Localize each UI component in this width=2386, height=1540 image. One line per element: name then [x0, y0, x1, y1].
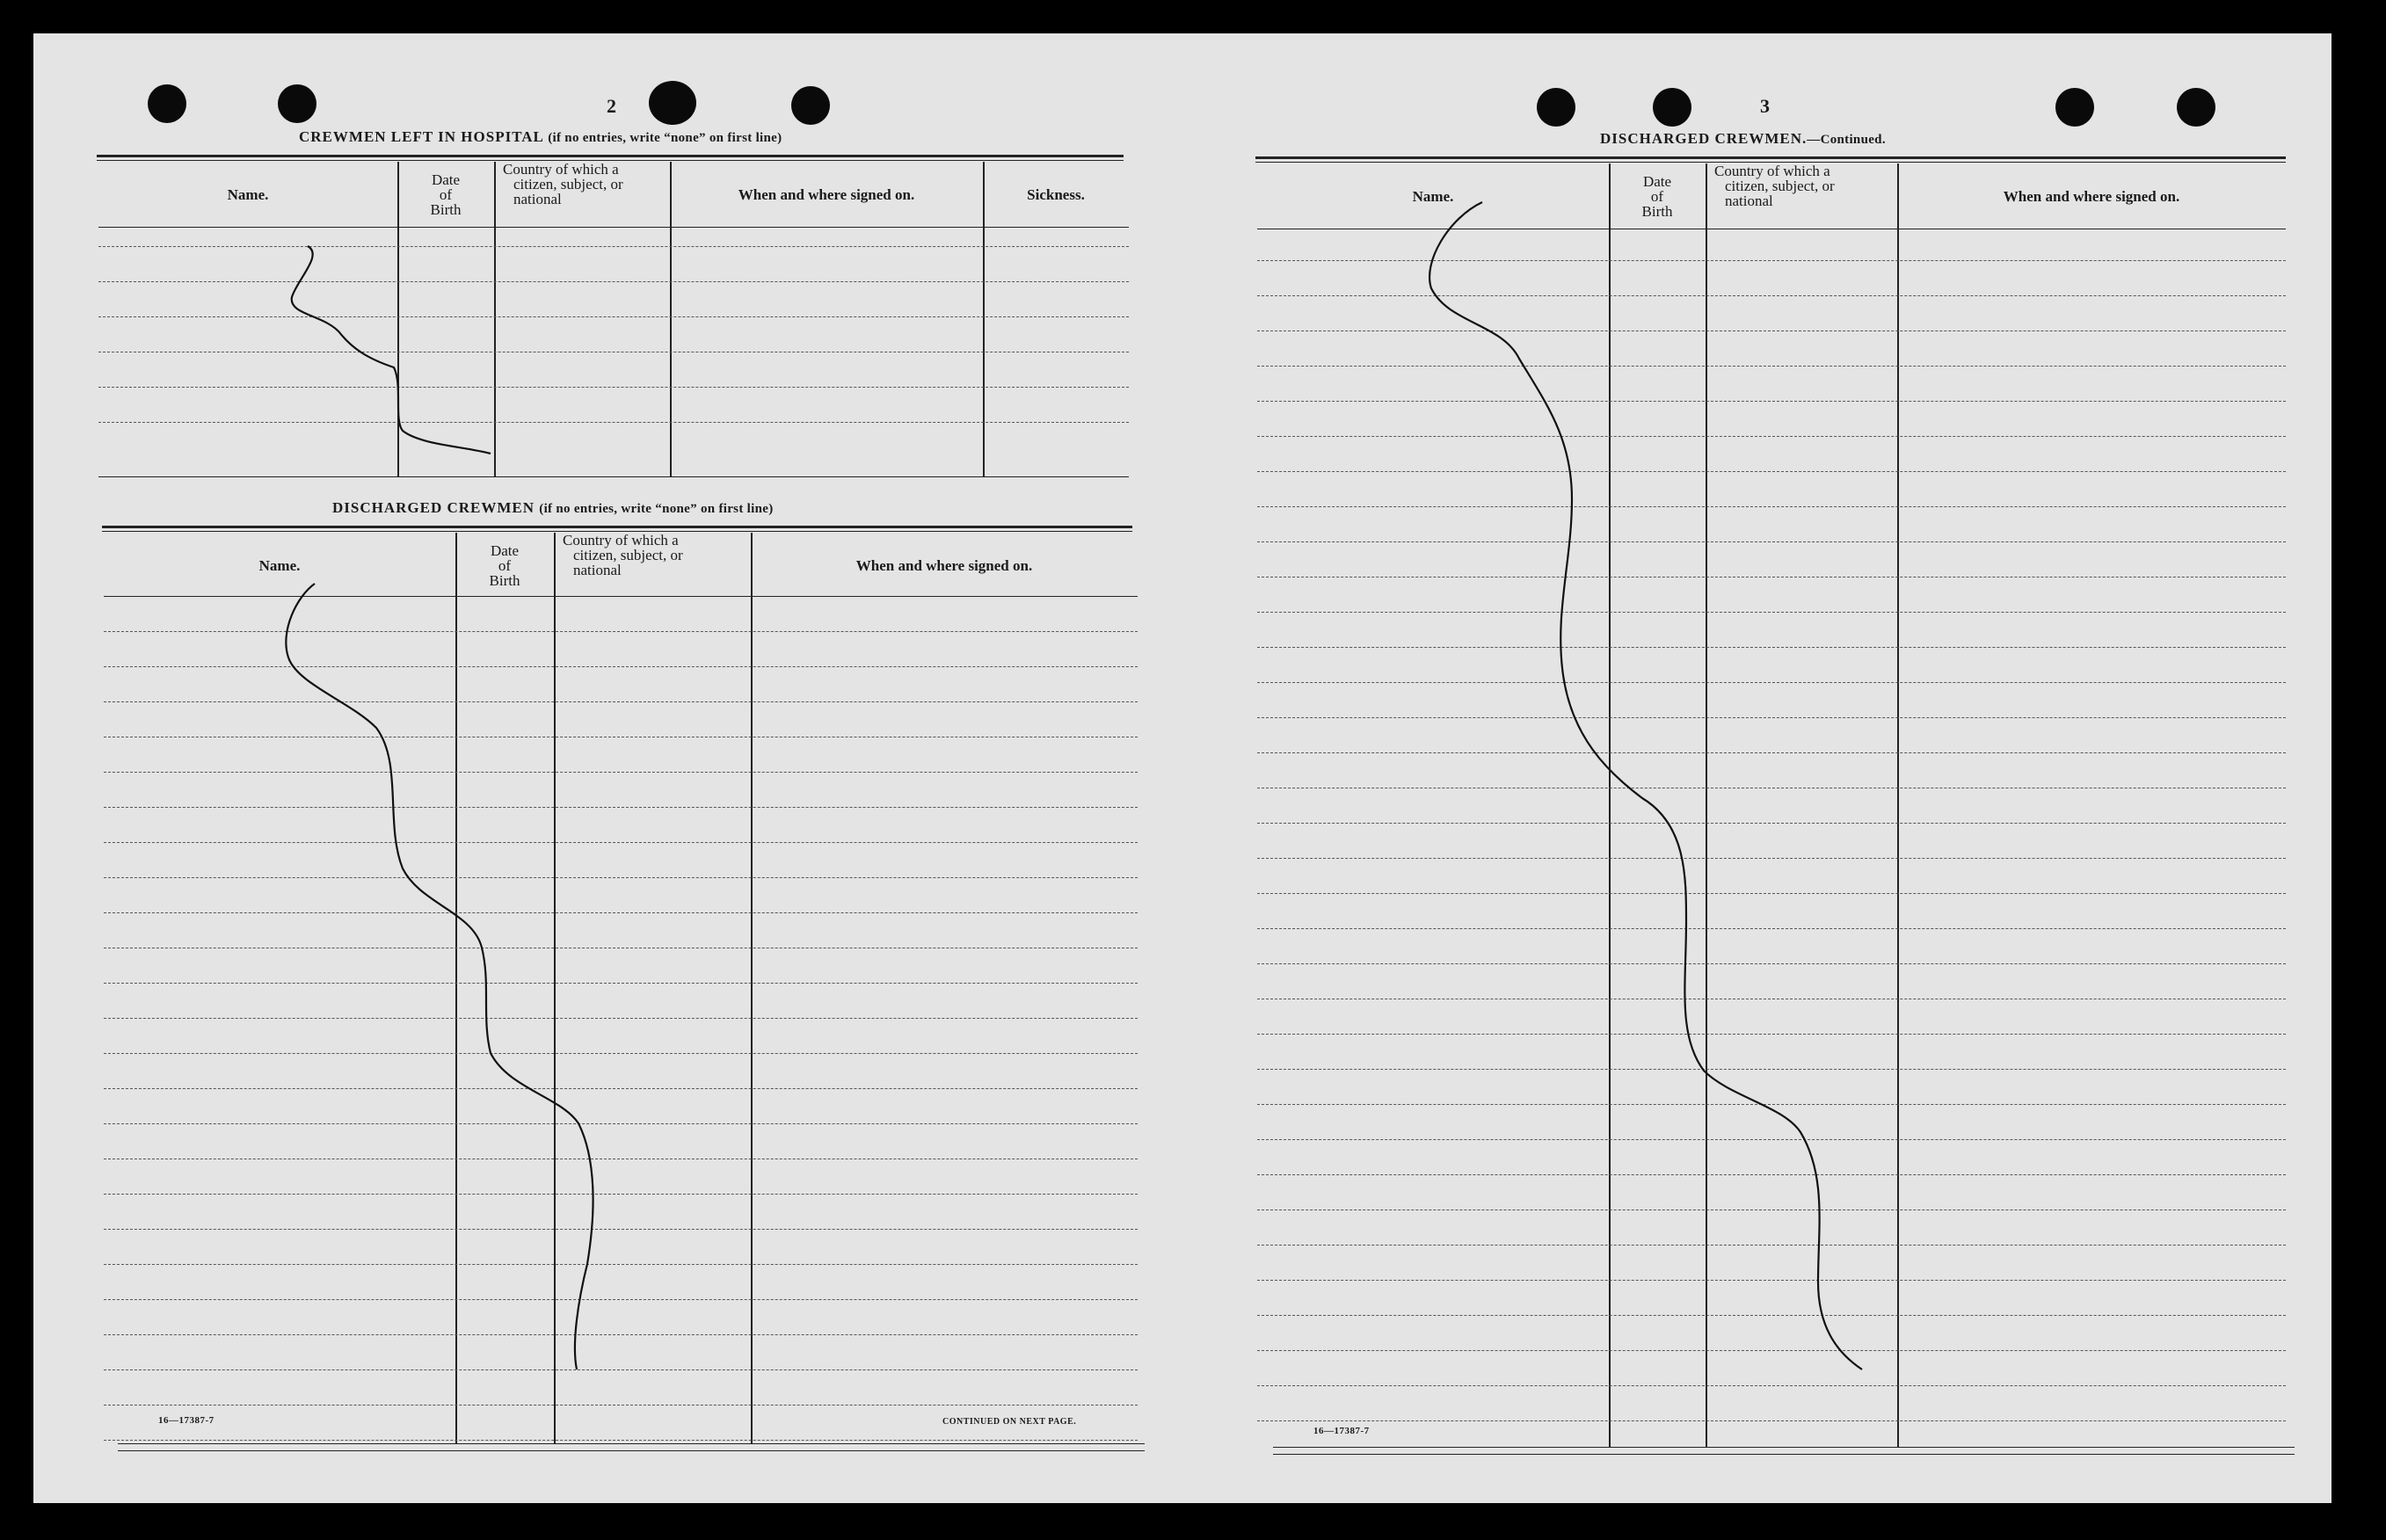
column-divider: [1897, 163, 1899, 1447]
ruled-line: [1257, 928, 2286, 929]
ruled-line: [1257, 1420, 2286, 1421]
ruled-line: [104, 1405, 1138, 1406]
ruled-line: [1257, 366, 2286, 367]
punch-hole: [1653, 88, 1691, 127]
discharged-section-title: [332, 499, 774, 517]
ruled-line: [1257, 1350, 2286, 1351]
col-header-date-of-birth: [1609, 163, 1706, 229]
ruled-line: [1257, 471, 2286, 472]
discharged-section-title: [1600, 130, 1886, 148]
ruled-line: [104, 1440, 1138, 1441]
ruled-line: [104, 1369, 1138, 1370]
ruled-line: [104, 807, 1138, 808]
ruled-line: [1257, 963, 2286, 964]
column-divider: [1609, 163, 1611, 1447]
ruled-line: [1257, 752, 2286, 753]
ruled-line: [1257, 1034, 2286, 1035]
bottom-rule: [118, 1450, 1145, 1451]
bottom-rule: [1273, 1447, 2295, 1448]
ruled-line: [1257, 541, 2286, 542]
punch-hole: [278, 84, 316, 123]
section-note: —Continued.: [1807, 133, 1886, 147]
discharged-table: [104, 533, 1138, 1443]
ruled-line: [1257, 401, 2286, 402]
hospital-section-title: [299, 128, 782, 146]
ruled-line: [104, 912, 1138, 913]
ruled-line: [104, 1299, 1138, 1300]
punch-hole: [2177, 88, 2215, 127]
punch-hole: [791, 86, 830, 125]
col-header-date-of-birth: [397, 162, 494, 227]
ruled-line: [104, 1123, 1138, 1124]
ruled-line: [1257, 858, 2286, 859]
col-header-name: Name.: [227, 185, 269, 203]
ruled-line: [104, 877, 1138, 878]
header-text: Date: [431, 171, 461, 188]
ruled-line: [1257, 1315, 2286, 1316]
left-page: [33, 33, 1168, 1503]
header-text: citizen, subject, or: [573, 547, 683, 563]
header-text: national: [573, 562, 622, 578]
ruled-line: [1257, 893, 2286, 894]
header-text: Country of which a: [1714, 163, 1830, 179]
punch-hole: [148, 84, 186, 123]
header-text: citizen, subject, or: [1725, 178, 1835, 194]
col-header-sickness: Sickness.: [1027, 185, 1085, 203]
header-text: Date: [490, 541, 520, 559]
section-title-text: DISCHARGED CREWMEN.: [1600, 130, 1808, 147]
ruled-line: [104, 983, 1138, 984]
ruled-line: [104, 701, 1138, 702]
hospital-table: [98, 162, 1129, 476]
col-header-signed-on: When and where signed on.: [2003, 187, 2180, 205]
col-header-country: [1706, 163, 1906, 229]
header-text: Country of which a: [503, 161, 619, 178]
ruled-line: [98, 246, 1129, 247]
ruled-line: [104, 631, 1138, 632]
header-text: citizen, subject, or: [513, 176, 623, 192]
ruled-line: [1257, 506, 2286, 507]
ruled-line: [98, 387, 1129, 388]
header-underline: [98, 227, 1129, 228]
header-rule: [1255, 156, 2286, 159]
ruled-line: [98, 316, 1129, 317]
punch-hole: [1537, 88, 1575, 127]
ruled-line: [1257, 1069, 2286, 1070]
column-divider: [751, 533, 753, 1443]
ruled-line: [1257, 717, 2286, 718]
right-page: [1185, 33, 2328, 1503]
page-number: 3: [1760, 95, 1770, 117]
column-divider: [554, 533, 556, 1443]
bottom-rule: [118, 1443, 1145, 1444]
punch-hole: [649, 81, 696, 125]
ruled-line: [1257, 1209, 2286, 1210]
section-note: (if no entries, write “none” on first line): [548, 131, 782, 145]
col-header-name: Name.: [1412, 187, 1454, 205]
ruled-line: [104, 772, 1138, 773]
ruled-line: [1257, 823, 2286, 824]
ruled-line: [1257, 682, 2286, 683]
ruled-line: [104, 1334, 1138, 1335]
column-divider: [670, 162, 672, 476]
ruled-line: [104, 1053, 1138, 1054]
ruled-line: [1257, 577, 2286, 578]
ruled-line: [104, 1264, 1138, 1265]
header-text: of: [498, 556, 512, 574]
header-text: national: [1725, 192, 1773, 209]
ruled-line: [104, 1018, 1138, 1019]
column-divider: [397, 162, 399, 476]
ruled-line: [104, 842, 1138, 843]
header-text: Birth: [1641, 202, 1673, 220]
ruled-line: [1257, 295, 2286, 296]
header-rule: [102, 526, 1132, 528]
header-text: of: [439, 185, 453, 203]
ruled-line: [1257, 1174, 2286, 1175]
ruled-line: [1257, 1104, 2286, 1105]
ruled-line: [1257, 612, 2286, 613]
ruled-line: [1257, 1245, 2286, 1246]
ruled-line: [1257, 647, 2286, 648]
section-note: (if no entries, write “none” on first line): [539, 502, 774, 516]
header-text: of: [1650, 187, 1664, 205]
ruled-line: [104, 1229, 1138, 1230]
col-header-country: [494, 162, 679, 227]
ruled-line: [104, 1194, 1138, 1195]
column-divider: [494, 162, 496, 476]
continued-note: CONTINUED ON NEXT PAGE.: [942, 1417, 1077, 1427]
bottom-rule: [1273, 1454, 2295, 1455]
header-rule: [97, 155, 1124, 157]
section-title-text: CREWMEN LEFT IN HOSPITAL: [299, 128, 543, 145]
form-sheet: [33, 33, 2331, 1503]
ruled-line: [1257, 436, 2286, 437]
form-code: 16—17387-7: [158, 1415, 215, 1426]
column-divider: [455, 533, 457, 1443]
col-header-country: [554, 533, 760, 598]
header-text: Birth: [489, 571, 520, 589]
ruled-line: [104, 666, 1138, 667]
form-code: 16—17387-7: [1313, 1426, 1370, 1436]
ruled-line: [104, 1088, 1138, 1089]
ruled-line: [98, 281, 1129, 282]
page-number: 2: [607, 95, 616, 117]
column-divider: [983, 162, 985, 476]
column-divider: [1706, 163, 1707, 1447]
header-text: Country of which a: [563, 532, 679, 548]
col-header-name: Name.: [258, 556, 301, 574]
ruled-line: [98, 422, 1129, 423]
col-header-signed-on: When and where signed on.: [738, 185, 915, 203]
col-header-signed-on: When and where signed on.: [855, 556, 1033, 574]
ruled-line: [1257, 1280, 2286, 1281]
ruled-line: [1257, 1139, 2286, 1140]
section-title-text: DISCHARGED CREWMEN: [332, 499, 535, 516]
header-text: national: [513, 191, 562, 207]
section-rule: [98, 476, 1129, 477]
punch-hole: [2055, 88, 2094, 127]
header-text: Birth: [430, 200, 462, 218]
header-text: Date: [1642, 172, 1672, 190]
col-header-date-of-birth: [455, 533, 554, 598]
header-underline: [104, 596, 1138, 597]
ruled-line: [1257, 1385, 2286, 1386]
discharged-table-continued: [1257, 163, 2286, 1447]
ruled-line: [1257, 260, 2286, 261]
